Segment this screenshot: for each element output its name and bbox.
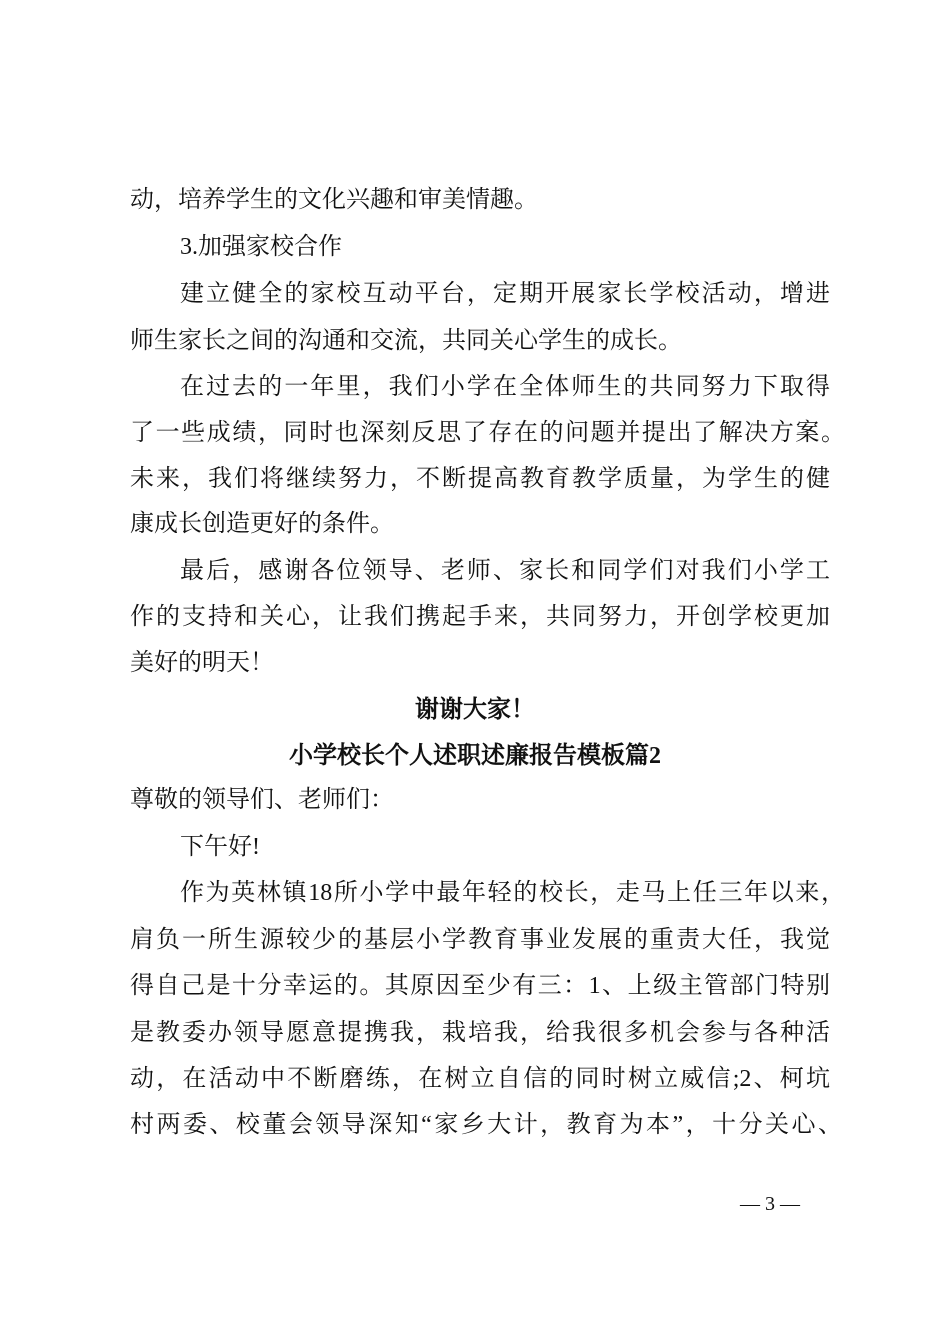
text-line: 作的支持和关心，让我们携起手来，共同努力，开创学校更加	[130, 604, 830, 630]
greeting: 下午好!	[180, 834, 260, 860]
salutation: 尊敬的领导们、老师们：	[130, 787, 394, 813]
thanks-heading: 谢谢大家！	[415, 697, 535, 723]
subheading: 3.加强家校合作	[180, 234, 342, 260]
text-line: 得自己是十分幸运的。其原因至少有三：1、上级主管部门特别	[130, 973, 830, 999]
text-line: 村两委、校董会领导深知“家乡大计，教育为本”，十分关心、	[130, 1112, 842, 1138]
text-line: 最后，感谢各位领导、老师、家长和同学们对我们小学工	[180, 558, 830, 584]
text-line: 师生家长之间的沟通和交流，共同关心学生的成长。	[130, 328, 682, 354]
text-line: 肩负一所生源较少的基层小学教育事业发展的重责大任，我觉	[130, 927, 830, 953]
text-line: 在过去的一年里，我们小学在全体师生的共同努力下取得	[180, 374, 830, 400]
text-line: 动，培养学生的文化兴趣和审美情趣。	[130, 187, 538, 213]
text-line: 未来，我们将继续努力，不断提高教育教学质量，为学生的健	[130, 466, 830, 492]
text-line: 作为英林镇18所小学中最年轻的校长，走马上任三年以来，	[180, 880, 845, 906]
text-line: 美好的明天！	[130, 650, 274, 676]
section-title: 小学校长个人述职述廉报告模板篇2	[289, 743, 661, 769]
text-line: 了一些成绩，同时也深刻反思了存在的问题并提出了解决方案。	[130, 420, 845, 446]
page-number: — 3 —	[740, 1193, 800, 1215]
text-line: 建立健全的家校互动平台，定期开展家长学校活动，增进	[180, 281, 830, 307]
text-line: 康成长创造更好的条件。	[130, 511, 394, 537]
text-line: 动，在活动中不断磨练，在树立自信的同时树立威信;2、柯坑	[130, 1066, 830, 1092]
text-line: 是教委办领导愿意提携我，栽培我，给我很多机会参与各种活	[130, 1020, 830, 1046]
